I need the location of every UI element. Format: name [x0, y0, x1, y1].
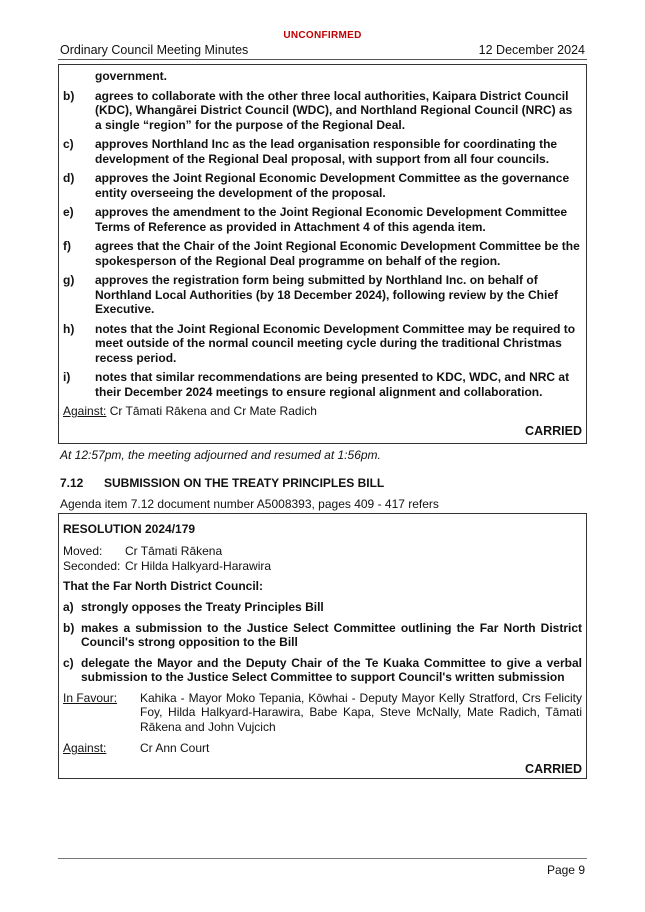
against-value: Cr Ann Court [140, 741, 210, 755]
item-label: g) [63, 273, 75, 287]
against-line [63, 741, 582, 756]
against-label: Against: [63, 741, 107, 755]
section-heading [60, 476, 384, 490]
carried-label: CARRIED [525, 424, 582, 438]
header-rule [58, 59, 587, 60]
item-text: delegate the Mayor and the Deputy Chair of the Te Kuaka Committee to give a verbal submission to the Justice Select Committee to support Council's written submission [81, 655, 582, 684]
page-number: Page 9 [546, 863, 585, 877]
item-label: d) [63, 171, 75, 185]
item-text: notes that the Joint Regional Economic Development Committee may be required to meet outside of the normal council meeting cycle during the traditional Christmas recess period. [95, 321, 576, 365]
seconded-line [63, 559, 582, 574]
seconded-label: Seconded: [63, 558, 121, 573]
section-title: SUBMISSION ON THE TREATY PRINCIPLES BILL [104, 476, 385, 490]
against-line [63, 404, 582, 418]
moved-label: Moved: [63, 544, 103, 558]
resolution-box [58, 513, 587, 779]
adjournment-note: At 12:57pm, the meeting adjourned and resumed at 1:56pm. [60, 448, 381, 462]
carried-label: CARRIED [525, 761, 582, 776]
resolution-item [63, 239, 582, 268]
resolution-item [63, 273, 582, 317]
agenda-reference: Agenda item 7.12 document number A5008393, pages 409 - 417 refers [60, 497, 439, 511]
resolution-number: RESOLUTION 2024/179 [63, 522, 196, 536]
resolution-preamble: That the Far North District Council: [63, 579, 264, 593]
item-text: approves the Joint Regional Economic Development Committee as the governance entity overseeing the development of the proposal. [95, 171, 570, 200]
resolution-item [63, 137, 582, 166]
section-number: 7.12 [60, 476, 84, 490]
item-label: c) [63, 655, 74, 670]
in-favour-label: In Favour: [63, 690, 118, 705]
item-text: approves Northland Inc as the lead organisation responsible for coordinating the development of the Regional Deal proposal, with support from all four councils. [95, 137, 558, 166]
item-text: approves the registration form being submitted by Northland Inc. on behalf of Northland Local Authorities (by 18 December 2024), following review by the Chief Executive. [95, 273, 558, 316]
item-text: notes that similar recommendations are being presented to KDC, WDC, and NRC at their December 2024 meetings to ensure regional alignment and collaboration. [95, 370, 570, 399]
unconfirmed-label: UNCONFIRMED [283, 30, 362, 41]
item-label: h) [63, 321, 75, 336]
resolution-item [63, 656, 582, 685]
resolution-item [63, 600, 582, 615]
moved-line [63, 544, 582, 559]
item-label: b) [63, 620, 75, 635]
resolution-item [63, 205, 582, 234]
resolution-item [63, 621, 582, 650]
resolution-box-continued [58, 64, 587, 444]
document-title: Ordinary Council Meeting Minutes [60, 43, 249, 57]
resolution-item [63, 89, 582, 133]
item-label: i) [63, 370, 71, 384]
item-text: approves the amendment to the Joint Regional Economic Development Committee Terms of Reference as provided in Attachment 4 of this agenda item. [95, 205, 568, 234]
moved-value: Cr Tāmati Rākena [125, 544, 223, 558]
in-favour-value: Kahika - Mayor Moko Tepania, Kōwhai - Deputy Mayor Kelly Stratford, Crs Felicity Foy, Hilda Halkyard-Harawira, Babe Kapa, Steve McNally, Mate Radich, Tāmati Rākena and John Vujcich [140, 690, 582, 734]
resolution-item [63, 69, 582, 84]
item-label: c) [63, 137, 74, 151]
in-favour-line [63, 691, 582, 735]
item-label: f) [63, 239, 71, 253]
against-value: Cr Tāmati Rākena and Cr Mate Radich [109, 404, 317, 418]
item-label: e) [63, 205, 74, 219]
resolution-item [63, 171, 582, 200]
item-text: strongly opposes the Treaty Principles Bill [81, 600, 324, 614]
item-label: a) [63, 600, 74, 614]
item-text: agrees that the Chair of the Joint Regional Economic Development Committee be the spokesperson of the Regional Deal programme on behalf of the region. [95, 239, 580, 268]
item-text: agrees to collaborate with the other three local authorities, Kaipara District Council (KDC), Whangārei District Council (WDC), and Northland Regional Council (NRC) as a single “region” for the purpose of the Regional Deal. [95, 88, 573, 132]
resolution-item [63, 322, 582, 366]
seconded-value: Cr Hilda Halkyard-Harawira [125, 558, 272, 573]
item-label [63, 69, 95, 84]
item-text: makes a submission to the Justice Select Committee outlining the Far North District Council's strong opposition to the Bill [81, 620, 582, 649]
against-label: Against: [63, 404, 107, 418]
meeting-date: 12 December 2024 [478, 43, 585, 57]
footer-rule [58, 858, 587, 859]
item-text: government. [95, 69, 168, 83]
resolution-item [63, 370, 582, 399]
item-label: b) [63, 88, 75, 103]
